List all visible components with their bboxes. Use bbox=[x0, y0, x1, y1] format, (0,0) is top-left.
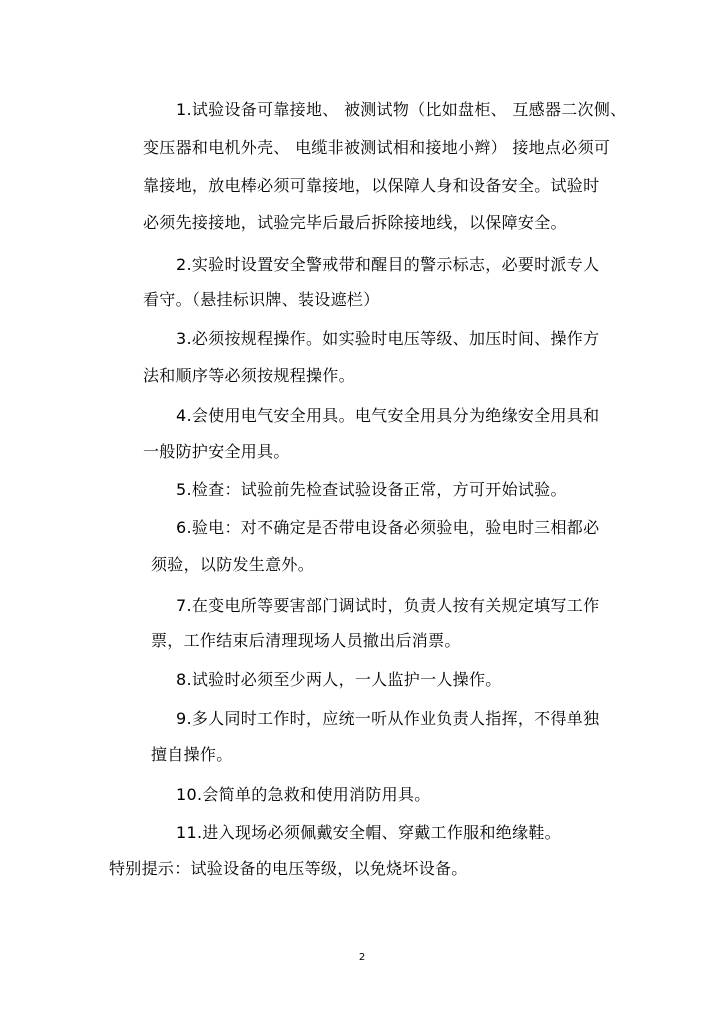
item-7-line-2: 票，工作结束后清理现场人员撤出后消票。 bbox=[151, 631, 461, 650]
item-9-line-1: 9.多人同时工作时，应统一听从作业负责人指挥，不得单独 bbox=[176, 709, 600, 728]
item-11-line-1: 11.进入现场必须佩戴安全帽、穿戴工作服和绝缘鞋。 bbox=[176, 823, 561, 842]
item-5-line-1: 5.检查：试验前先检查试验设备正常，方可开始试验。 bbox=[176, 480, 567, 499]
item-1-line-1: 1.试验设备可靠接地、 被测试物（比如盘柜、 互感器二次侧、 bbox=[176, 100, 627, 119]
item-2-line-2: 看守。（悬挂标识牌、装设遮栏） bbox=[143, 290, 380, 309]
item-7-line-1: 7.在变电所等要害部门调试时，负责人按有关规定填写工作 bbox=[176, 596, 600, 615]
item-9-line-2: 擅自操作。 bbox=[151, 745, 233, 764]
page-number: 2 bbox=[358, 952, 366, 963]
item-4-line-2: 一般防护安全用具。 bbox=[143, 442, 290, 461]
item-1-line-4: 必须先接接地，试验完毕后最后拆除接地线，以保障安全。 bbox=[143, 213, 567, 232]
item-4-line-1: 4.会使用电气安全用具。电气安全用具分为绝缘安全用具和 bbox=[176, 406, 600, 425]
special-note: 特别提示：试验设备的电压等级，以免烧坏设备。 bbox=[109, 859, 468, 878]
item-3-line-1: 3.必须按规程操作。如实验时电压等级、加压时间、操作方 bbox=[176, 329, 600, 348]
item-10-line-1: 10.会简单的急救和使用消防用具。 bbox=[176, 785, 431, 804]
item-1-line-2: 变压器和电机外壳、 电缆非被测试相和接地小辫） 接地点必须可 bbox=[143, 138, 611, 157]
item-1-line-3: 靠接地，放电棒必须可靠接地，以保障人身和设备安全。试验时 bbox=[143, 176, 600, 195]
item-6-line-2: 须验，以防发生意外。 bbox=[151, 555, 315, 574]
item-2-line-1: 2.实验时设置安全警戒带和醒目的警示标志，必要时派专人 bbox=[176, 255, 600, 274]
item-3-line-2: 法和顺序等必须按规程操作。 bbox=[143, 366, 355, 385]
item-8-line-1: 8.试验时必须至少两人，一人监护一人操作。 bbox=[176, 670, 502, 689]
item-6-line-1: 6.验电：对不确定是否带电设备必须验电，验电时三相都必 bbox=[176, 518, 600, 537]
